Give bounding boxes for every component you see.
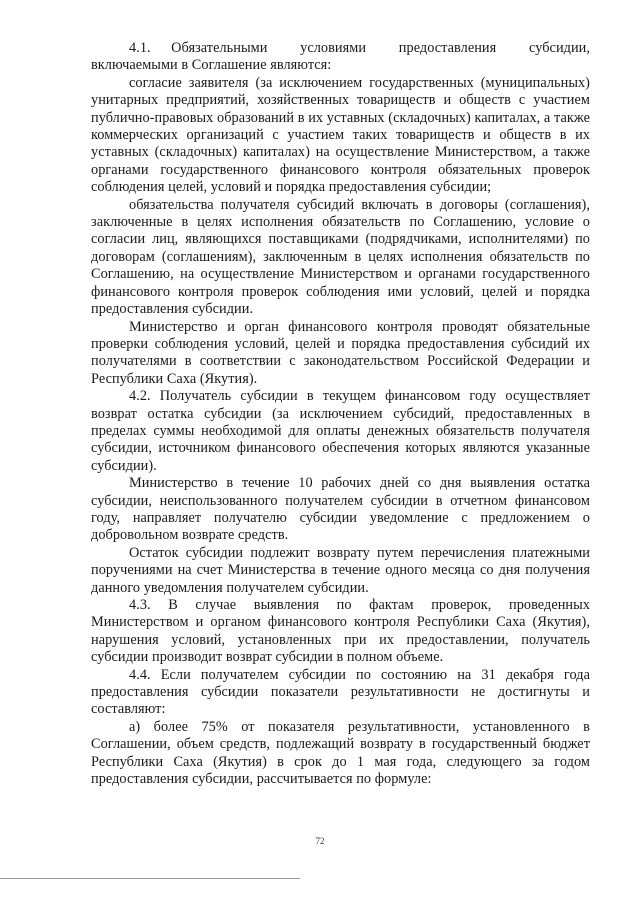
paragraph-4-4-performance: 4.4. Если получателем субсидии по состоянию на 31 декабря года предоставления субсидии показатели результативности не достигнуты и составляют: — [91, 666, 590, 718]
bottom-divider — [0, 878, 300, 879]
paragraph-4-3-violations: 4.3. В случае выявления по фактам проверок, проведенных Министерством и органом финансового контроля Республики Саха (Якутия), нарушения условий, установленных при их предоставлении, получатель субсидии производит возврат субсидии в полном объеме. — [91, 597, 590, 666]
paragraph-4-1-intro: 4.1. Обязательными условиями предоставления субсидии, включаемыми в Соглашение являются: — [91, 40, 590, 74]
paragraph-item-a-formula: а) более 75% от показателя результативности, установленного в Соглашении, объем средств, подлежащий возврату в государственный бюджет Республики Саха (Якутия) в срок до 1 мая года, следующего за годом предоставления субсидии, рассчитывается по формуле: — [91, 718, 590, 788]
document-page — [91, 40, 590, 788]
paragraph-mandatory-checks: Министерство и орган финансового контроля проводят обязательные проверки соблюдения условий, целей и порядка предоставления субсидий их получателями в соответствии с законодательством Российской Федерации и Республики Саха (Якутия). — [91, 318, 590, 387]
page-number: 72 — [315, 836, 325, 846]
paragraph-ministry-notice: Министерство в течение 10 рабочих дней со дня выявления остатка субсидии, неиспользованного получателем субсидии в отчетном финансовом году, направляет получателю субсидии уведомление с предложением о добровольном возврате средств. — [91, 475, 590, 544]
paragraph-recipient-obligations: обязательства получателя субсидий включать в договоры (соглашения), заключенные в целях исполнения обязательств по Соглашению, условие о согласии лиц, являющихся поставщиками (подрядчиками, исполнителями) по договорам (соглашениям), заключенным в целях исполнения обязательств по Соглашению, на осуществление Министерством и органами государственного финансового контроля проверок соблюдения ими условий, целей и порядка предоставления субсидии. — [91, 196, 590, 318]
paragraph-4-2-return-balance: 4.2. Получатель субсидии в текущем финансовом году осуществляет возврат остатка субсидии (за исключением субсидий, предоставленных в пределах суммы необходимой для оплаты денежных обязательств получателя субсидии, источником финансового обеспечения которых являются указанные субсидии). — [91, 388, 590, 474]
paragraph-applicant-consent: согласие заявителя (за исключением государственных (муниципальных) унитарных предприятий, хозяйственных товариществ и обществ с участием публично-правовых образований в их уставных (складочных) капиталах, а также коммерческих организаций с участием таких товариществ и обществ в их уставных (складочных) капиталах) на осуществление Министерством, а также органами государственного финансового контроля обязательных проверок соблюдения целей, условий и порядка предоставления субсидии; — [91, 74, 590, 196]
paragraph-balance-transfer: Остаток субсидии подлежит возврату путем перечисления платежными поручениями на счет Министерства в течение одного месяца со дня получения данного уведомления получателем субсидии. — [91, 544, 590, 596]
